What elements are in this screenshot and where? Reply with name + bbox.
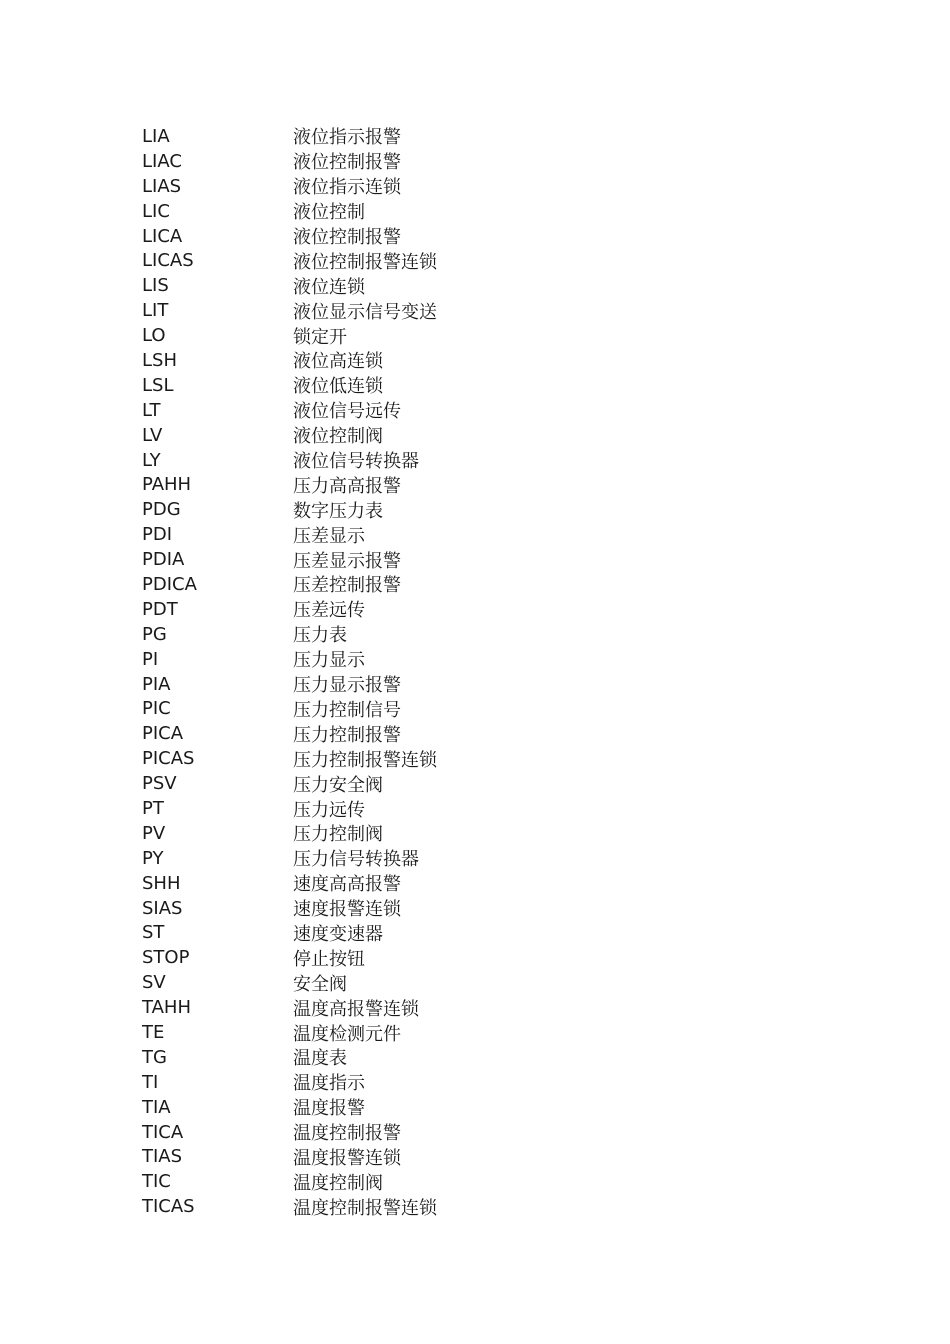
abbreviation-code: LV	[142, 424, 163, 446]
abbreviation-code: PICAS	[142, 748, 195, 770]
list-item	[142, 746, 562, 771]
abbreviation-description: 液位连锁	[293, 276, 365, 298]
abbreviation-code: LT	[142, 399, 161, 421]
abbreviation-description: 速度变速器	[293, 923, 383, 945]
list-item	[142, 224, 562, 249]
list-item	[142, 472, 562, 497]
abbreviation-code: LICAS	[142, 250, 194, 272]
list-item	[142, 124, 562, 149]
abbreviation-description: 温度控制报警连锁	[293, 1197, 437, 1219]
list-item	[142, 448, 562, 473]
abbreviation-code: PDI	[142, 524, 173, 546]
abbreviation-description: 停止按钮	[293, 948, 365, 970]
abbreviation-description: 温度控制阀	[293, 1172, 383, 1194]
list-item	[142, 1020, 562, 1045]
abbreviation-code: TG	[142, 1046, 167, 1068]
abbreviation-description: 压力显示	[293, 650, 365, 672]
abbreviation-code: LIC	[142, 200, 170, 222]
abbreviation-description: 锁定开	[293, 326, 347, 348]
list-item	[142, 696, 562, 721]
abbreviation-code: SV	[142, 972, 166, 994]
abbreviation-description: 液位指示连锁	[293, 177, 401, 199]
list-item	[142, 995, 562, 1020]
list-item	[142, 572, 562, 597]
abbreviation-description: 安全阀	[293, 973, 347, 995]
abbreviation-code: PAHH	[142, 474, 192, 496]
list-item	[142, 497, 562, 522]
abbreviation-description: 液位控制阀	[293, 426, 383, 448]
abbreviation-code: LSH	[142, 349, 177, 371]
abbreviation-description: 液位控制报警连锁	[293, 251, 437, 273]
abbreviation-code: LY	[142, 449, 161, 471]
list-item	[142, 796, 562, 821]
list-item	[142, 871, 562, 896]
list-item	[142, 597, 562, 622]
list-item	[142, 298, 562, 323]
abbreviation-code: PDT	[142, 598, 178, 620]
abbreviation-description: 速度高高报警	[293, 874, 401, 896]
list-item	[142, 970, 562, 995]
abbreviation-code: LICA	[142, 225, 183, 247]
abbreviation-description: 压力信号转换器	[293, 849, 419, 871]
abbreviation-code: TICA	[142, 1121, 184, 1143]
abbreviation-description: 压力表	[293, 625, 347, 647]
list-item	[142, 1145, 562, 1170]
abbreviation-description: 液位控制报警	[293, 152, 401, 174]
abbreviation-description: 液位控制	[293, 202, 365, 224]
abbreviation-code: LIS	[142, 275, 169, 297]
abbreviation-description: 液位信号远传	[293, 401, 401, 423]
abbreviation-code: TI	[142, 1071, 159, 1093]
abbreviation-code: SHH	[142, 872, 181, 894]
abbreviation-description: 液位低连锁	[293, 376, 383, 398]
list-item	[142, 348, 562, 373]
abbreviation-code: PIC	[142, 698, 171, 720]
abbreviation-description: 压力控制信号	[293, 699, 401, 721]
abbreviation-description: 温度报警连锁	[293, 1147, 401, 1169]
list-item	[142, 199, 562, 224]
abbreviation-code: PIA	[142, 673, 171, 695]
abbreviation-code: TIA	[142, 1096, 171, 1118]
list-item	[142, 149, 562, 174]
list-item	[142, 174, 562, 199]
abbreviation-description: 液位指示报警	[293, 127, 401, 149]
abbreviation-description: 温度表	[293, 1048, 347, 1070]
abbreviation-code: PI	[142, 648, 159, 670]
list-item	[142, 323, 562, 348]
list-item	[142, 647, 562, 672]
abbreviation-description: 压差控制报警	[293, 575, 401, 597]
abbreviation-code: LIA	[142, 125, 170, 147]
abbreviation-code: PDG	[142, 499, 181, 521]
abbreviation-description: 压差远传	[293, 600, 365, 622]
abbreviation-description: 压力高高报警	[293, 475, 401, 497]
list-item	[142, 1169, 562, 1194]
abbreviation-description: 压力显示报警	[293, 675, 401, 697]
abbreviation-description: 液位控制报警	[293, 227, 401, 249]
list-item	[142, 1194, 562, 1219]
list-item	[142, 1045, 562, 1070]
abbreviation-description: 数字压力表	[293, 500, 383, 522]
list-item	[142, 398, 562, 423]
abbreviation-code: TIC	[142, 1171, 171, 1193]
abbreviation-code: PY	[142, 847, 164, 869]
abbreviation-code: LO	[142, 325, 166, 347]
list-item	[142, 945, 562, 970]
list-item	[142, 1120, 562, 1145]
list-item	[142, 1095, 562, 1120]
list-item	[142, 1070, 562, 1095]
abbreviation-code: PICA	[142, 723, 184, 745]
list-item	[142, 522, 562, 547]
abbreviation-description: 速度报警连锁	[293, 899, 401, 921]
abbreviation-description: 压力远传	[293, 799, 365, 821]
abbreviation-code: TAHH	[142, 997, 191, 1019]
abbreviation-description: 温度检测元件	[293, 1023, 401, 1045]
list-item	[142, 846, 562, 871]
abbreviation-code: LIAC	[142, 150, 182, 172]
abbreviation-description: 温度报警	[293, 1098, 365, 1120]
abbreviation-description: 液位信号转换器	[293, 451, 419, 473]
abbreviation-description: 压差显示	[293, 525, 365, 547]
abbreviation-description: 压差显示报警	[293, 550, 401, 572]
list-item	[142, 721, 562, 746]
list-item	[142, 896, 562, 921]
list-item	[142, 921, 562, 946]
abbreviation-description: 压力控制报警连锁	[293, 749, 437, 771]
abbreviation-description: 温度指示	[293, 1073, 365, 1095]
abbreviation-code: PV	[142, 822, 166, 844]
list-item	[142, 423, 562, 448]
abbreviation-code: STOP	[142, 947, 190, 969]
abbreviation-code: TE	[142, 1022, 165, 1043]
abbreviation-code: LIT	[142, 300, 169, 322]
abbreviation-code: PDIA	[142, 549, 185, 571]
abbreviation-description: 压力安全阀	[293, 774, 383, 796]
abbreviation-description: 压力控制阀	[293, 824, 383, 846]
abbreviation-code: TICAS	[142, 1196, 195, 1218]
abbreviation-code: PSV	[142, 773, 177, 795]
abbreviation-description: 温度控制报警	[293, 1123, 401, 1145]
abbreviation-code: PDICA	[142, 573, 197, 595]
abbreviation-description: 压力控制报警	[293, 724, 401, 746]
abbreviation-code: SIAS	[142, 897, 183, 919]
list-item	[142, 672, 562, 697]
list-item	[142, 771, 562, 796]
list-item	[142, 248, 562, 273]
abbreviation-description: 液位显示信号变送	[293, 301, 437, 323]
list-item	[142, 622, 562, 647]
abbreviation-code: ST	[142, 922, 165, 944]
abbreviation-description: 温度高报警连锁	[293, 998, 419, 1020]
abbreviation-code: TIAS	[142, 1146, 183, 1168]
list-item	[142, 373, 562, 398]
abbreviation-code: LIAS	[142, 175, 182, 197]
abbreviation-code: LSL	[142, 374, 174, 396]
abbreviation-code: PG	[142, 623, 167, 645]
list-item	[142, 273, 562, 298]
abbreviation-description: 液位高连锁	[293, 351, 383, 373]
list-item	[142, 821, 562, 846]
abbreviation-list	[142, 124, 562, 1219]
abbreviation-code: PT	[142, 797, 164, 819]
list-item	[142, 547, 562, 572]
